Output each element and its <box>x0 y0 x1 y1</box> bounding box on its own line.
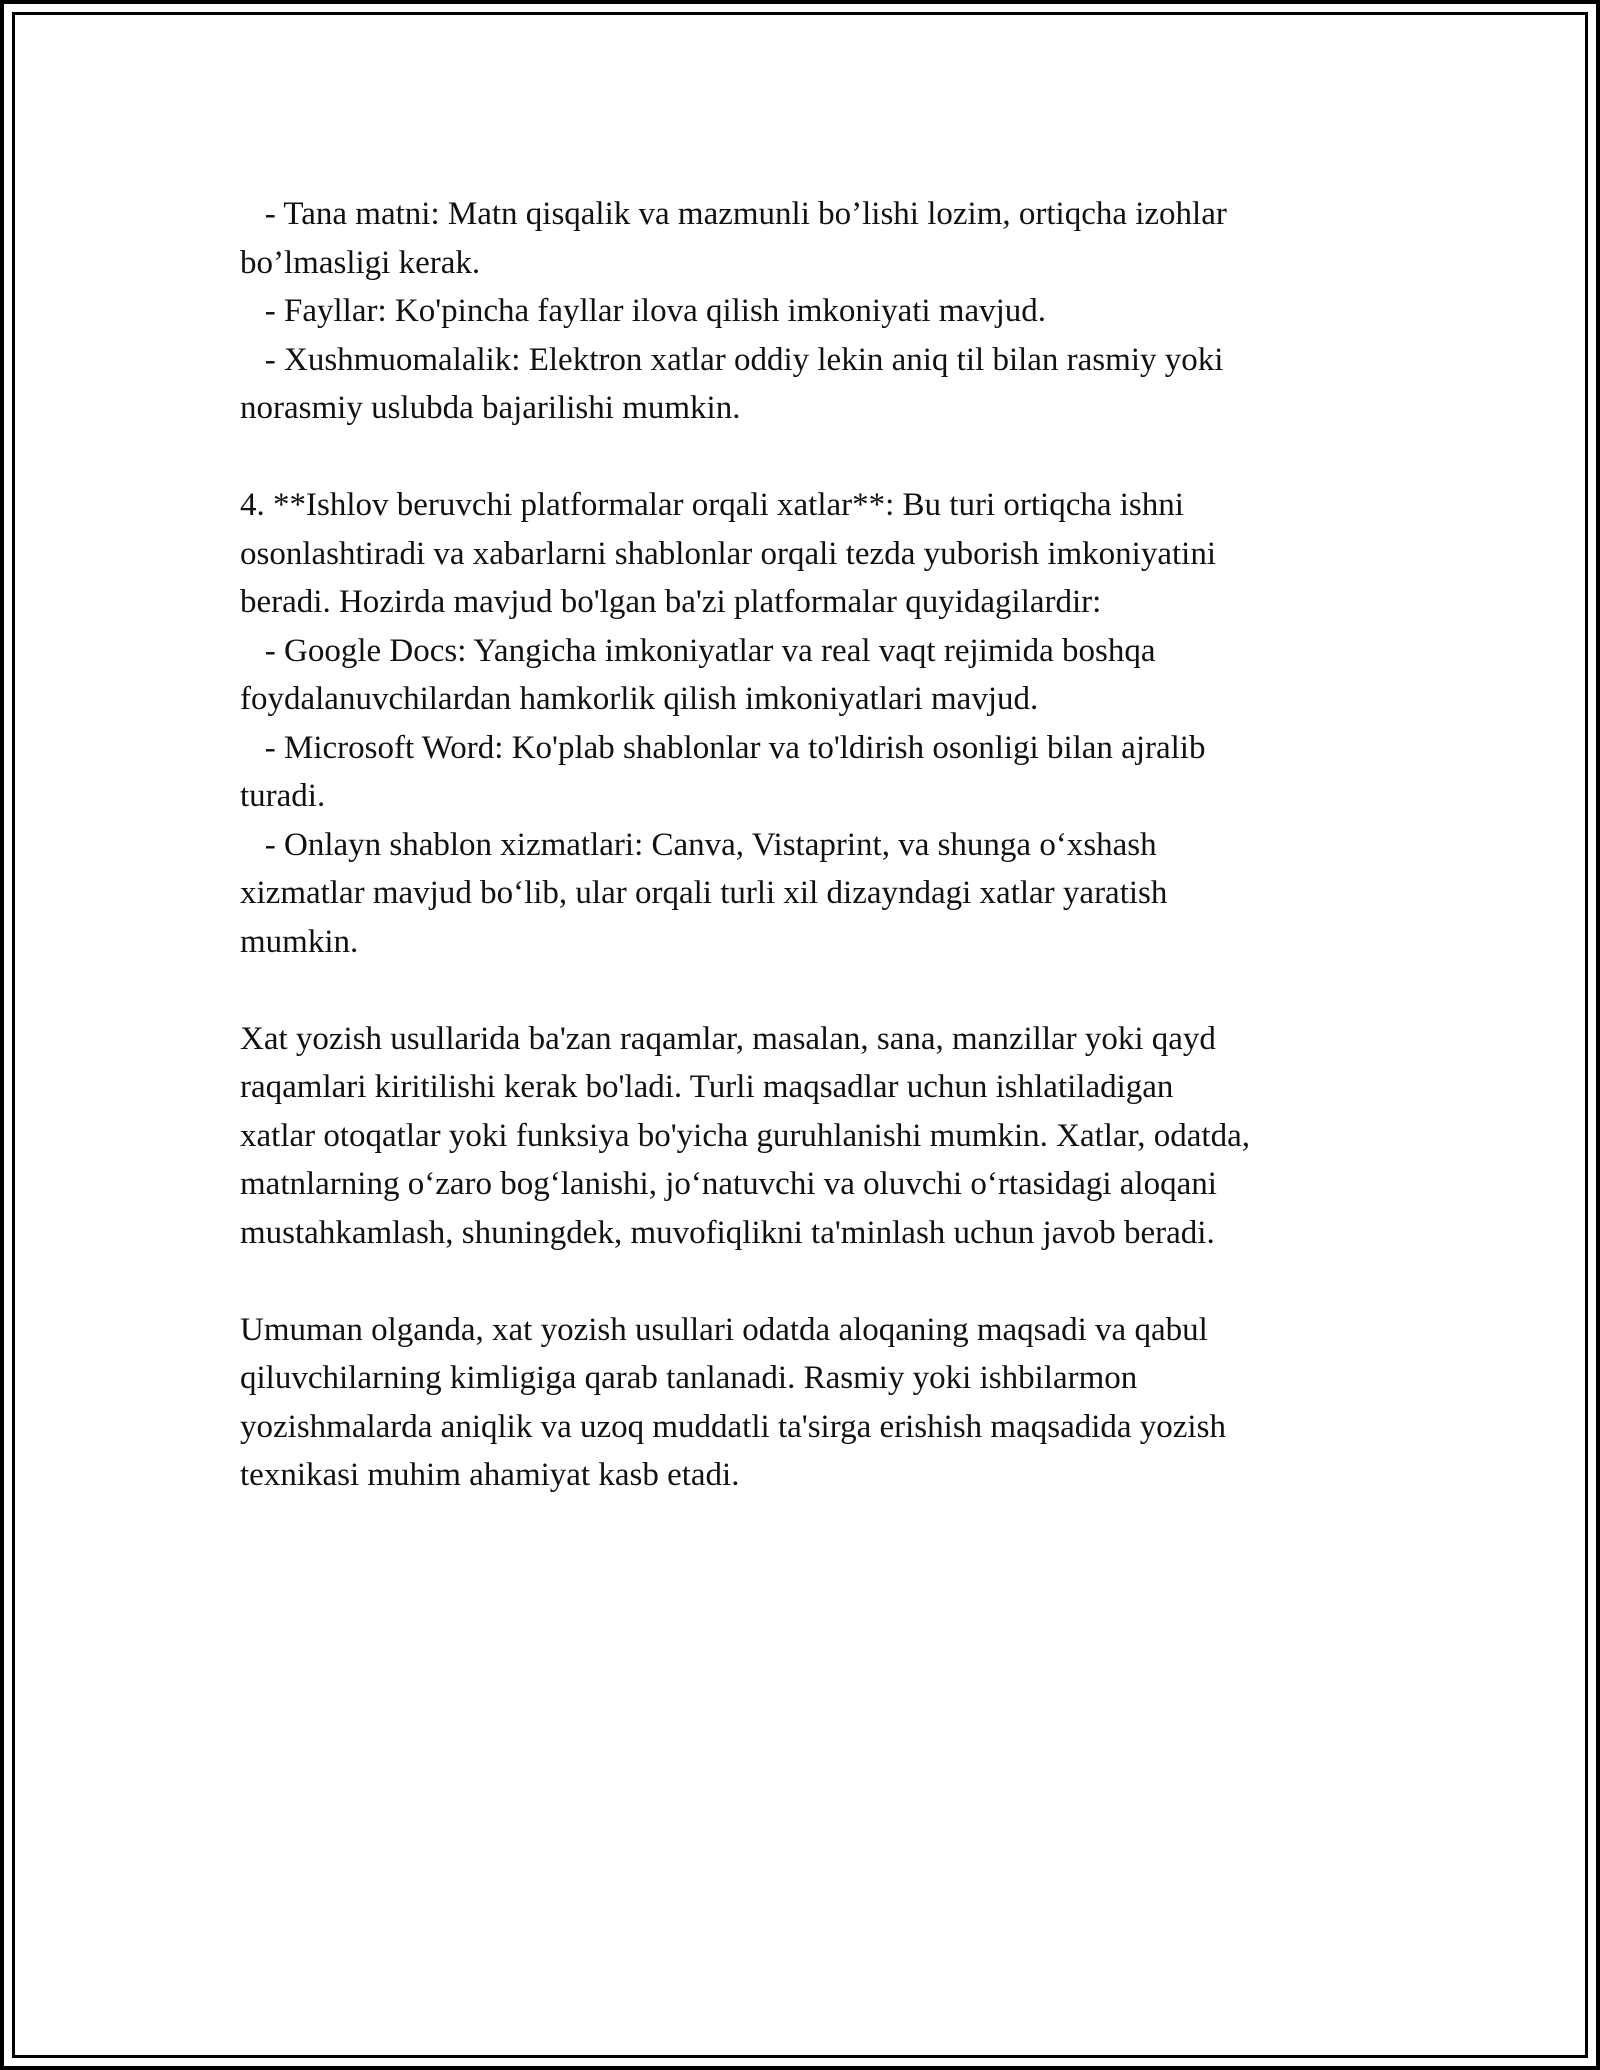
text-line: xatlar otoqatlar yoki funksiya bo'yicha guruhlanishi mumkin. Xatlar, odatda, <box>240 1117 1250 1154</box>
text-line: Umuman olganda, xat yozish usullari odatda aloqaning maqsadi va qabul <box>240 1311 1208 1348</box>
text-line: bo’lmasligi kerak. <box>240 244 481 281</box>
paragraph-platforms <box>240 481 1390 966</box>
paragraph-spacer <box>240 966 1390 1015</box>
text-line: foydalanuvchilardan hamkorlik qilish imkoniyatlari mavjud. <box>240 681 1039 717</box>
paragraph-email-features <box>240 190 1390 433</box>
document-body <box>240 190 1390 1500</box>
text-line: texnikasi muhim ahamiyat kasb etadi. <box>240 1457 740 1493</box>
paragraph-spacer <box>240 1257 1390 1306</box>
text-line: xizmatlar mavjud bo‘lib, ular orqali turli xil dizayndagi xatlar yaratish <box>240 875 1168 911</box>
text-line: qiluvchilarning kimligiga qarab tanlanadi. Rasmiy yoki ishbilarmon <box>240 1360 1138 1396</box>
text-line: - Xushmuomalalik: Elektron xatlar oddiy lekin aniq til bilan rasmiy yoki <box>240 341 1224 378</box>
paragraph-numbers <box>240 1015 1390 1258</box>
paragraph-conclusion <box>240 1306 1390 1500</box>
text-line: matnlarning o‘zaro bog‘lanishi, jo‘natuvchi va oluvchi o‘rtasidagi aloqani <box>240 1166 1217 1202</box>
text-line: osonlashtiradi va xabarlarni shablonlar orqali tezda yuborish imkoniyatini <box>240 535 1216 572</box>
text-line: yozishmalarda aniqlik va uzoq muddatli ta'sirga erishish maqsadida yozish <box>240 1408 1226 1445</box>
text-line: - Onlayn shablon xizmatlari: Canva, Vistaprint, va shunga o‘xshash <box>240 826 1157 863</box>
text-line: mustahkamlash, shuningdek, muvofiqlikni ta'minlash uchun javob beradi. <box>240 1214 1215 1251</box>
text-line: beradi. Hozirda mavjud bo'lgan ba'zi platformalar quyidagilardir: <box>240 584 1102 620</box>
text-line: - Microsoft Word: Ko'plab shablonlar va to'ldirish osonligi bilan ajralib <box>240 729 1206 766</box>
text-line: - Fayllar: Ko'pincha fayllar ilova qilish imkoniyati mavjud. <box>240 293 1047 329</box>
paragraph-spacer <box>240 433 1390 482</box>
text-line: turadi. <box>240 778 326 814</box>
text-line: norasmiy uslubda bajarilishi mumkin. <box>240 390 741 426</box>
text-line: - Tana matni: Matn qisqalik va mazmunli bo’lishi lozim, ortiqcha izohlar <box>240 196 1227 232</box>
text-line: mumkin. <box>240 923 359 960</box>
text-line: raqamlari kiritilishi kerak bo'ladi. Turli maqsadlar uchun ishlatiladigan <box>240 1069 1174 1105</box>
text-line: 4. **Ishlov beruvchi platformalar orqali xatlar**: Bu turi ortiqcha ishni <box>240 487 1184 523</box>
text-line: - Google Docs: Yangicha imkoniyatlar va real vaqt rejimida boshqa <box>240 632 1156 669</box>
text-line: Xat yozish usullarida ba'zan raqamlar, masalan, sana, manzillar yoki qayd <box>240 1020 1216 1057</box>
